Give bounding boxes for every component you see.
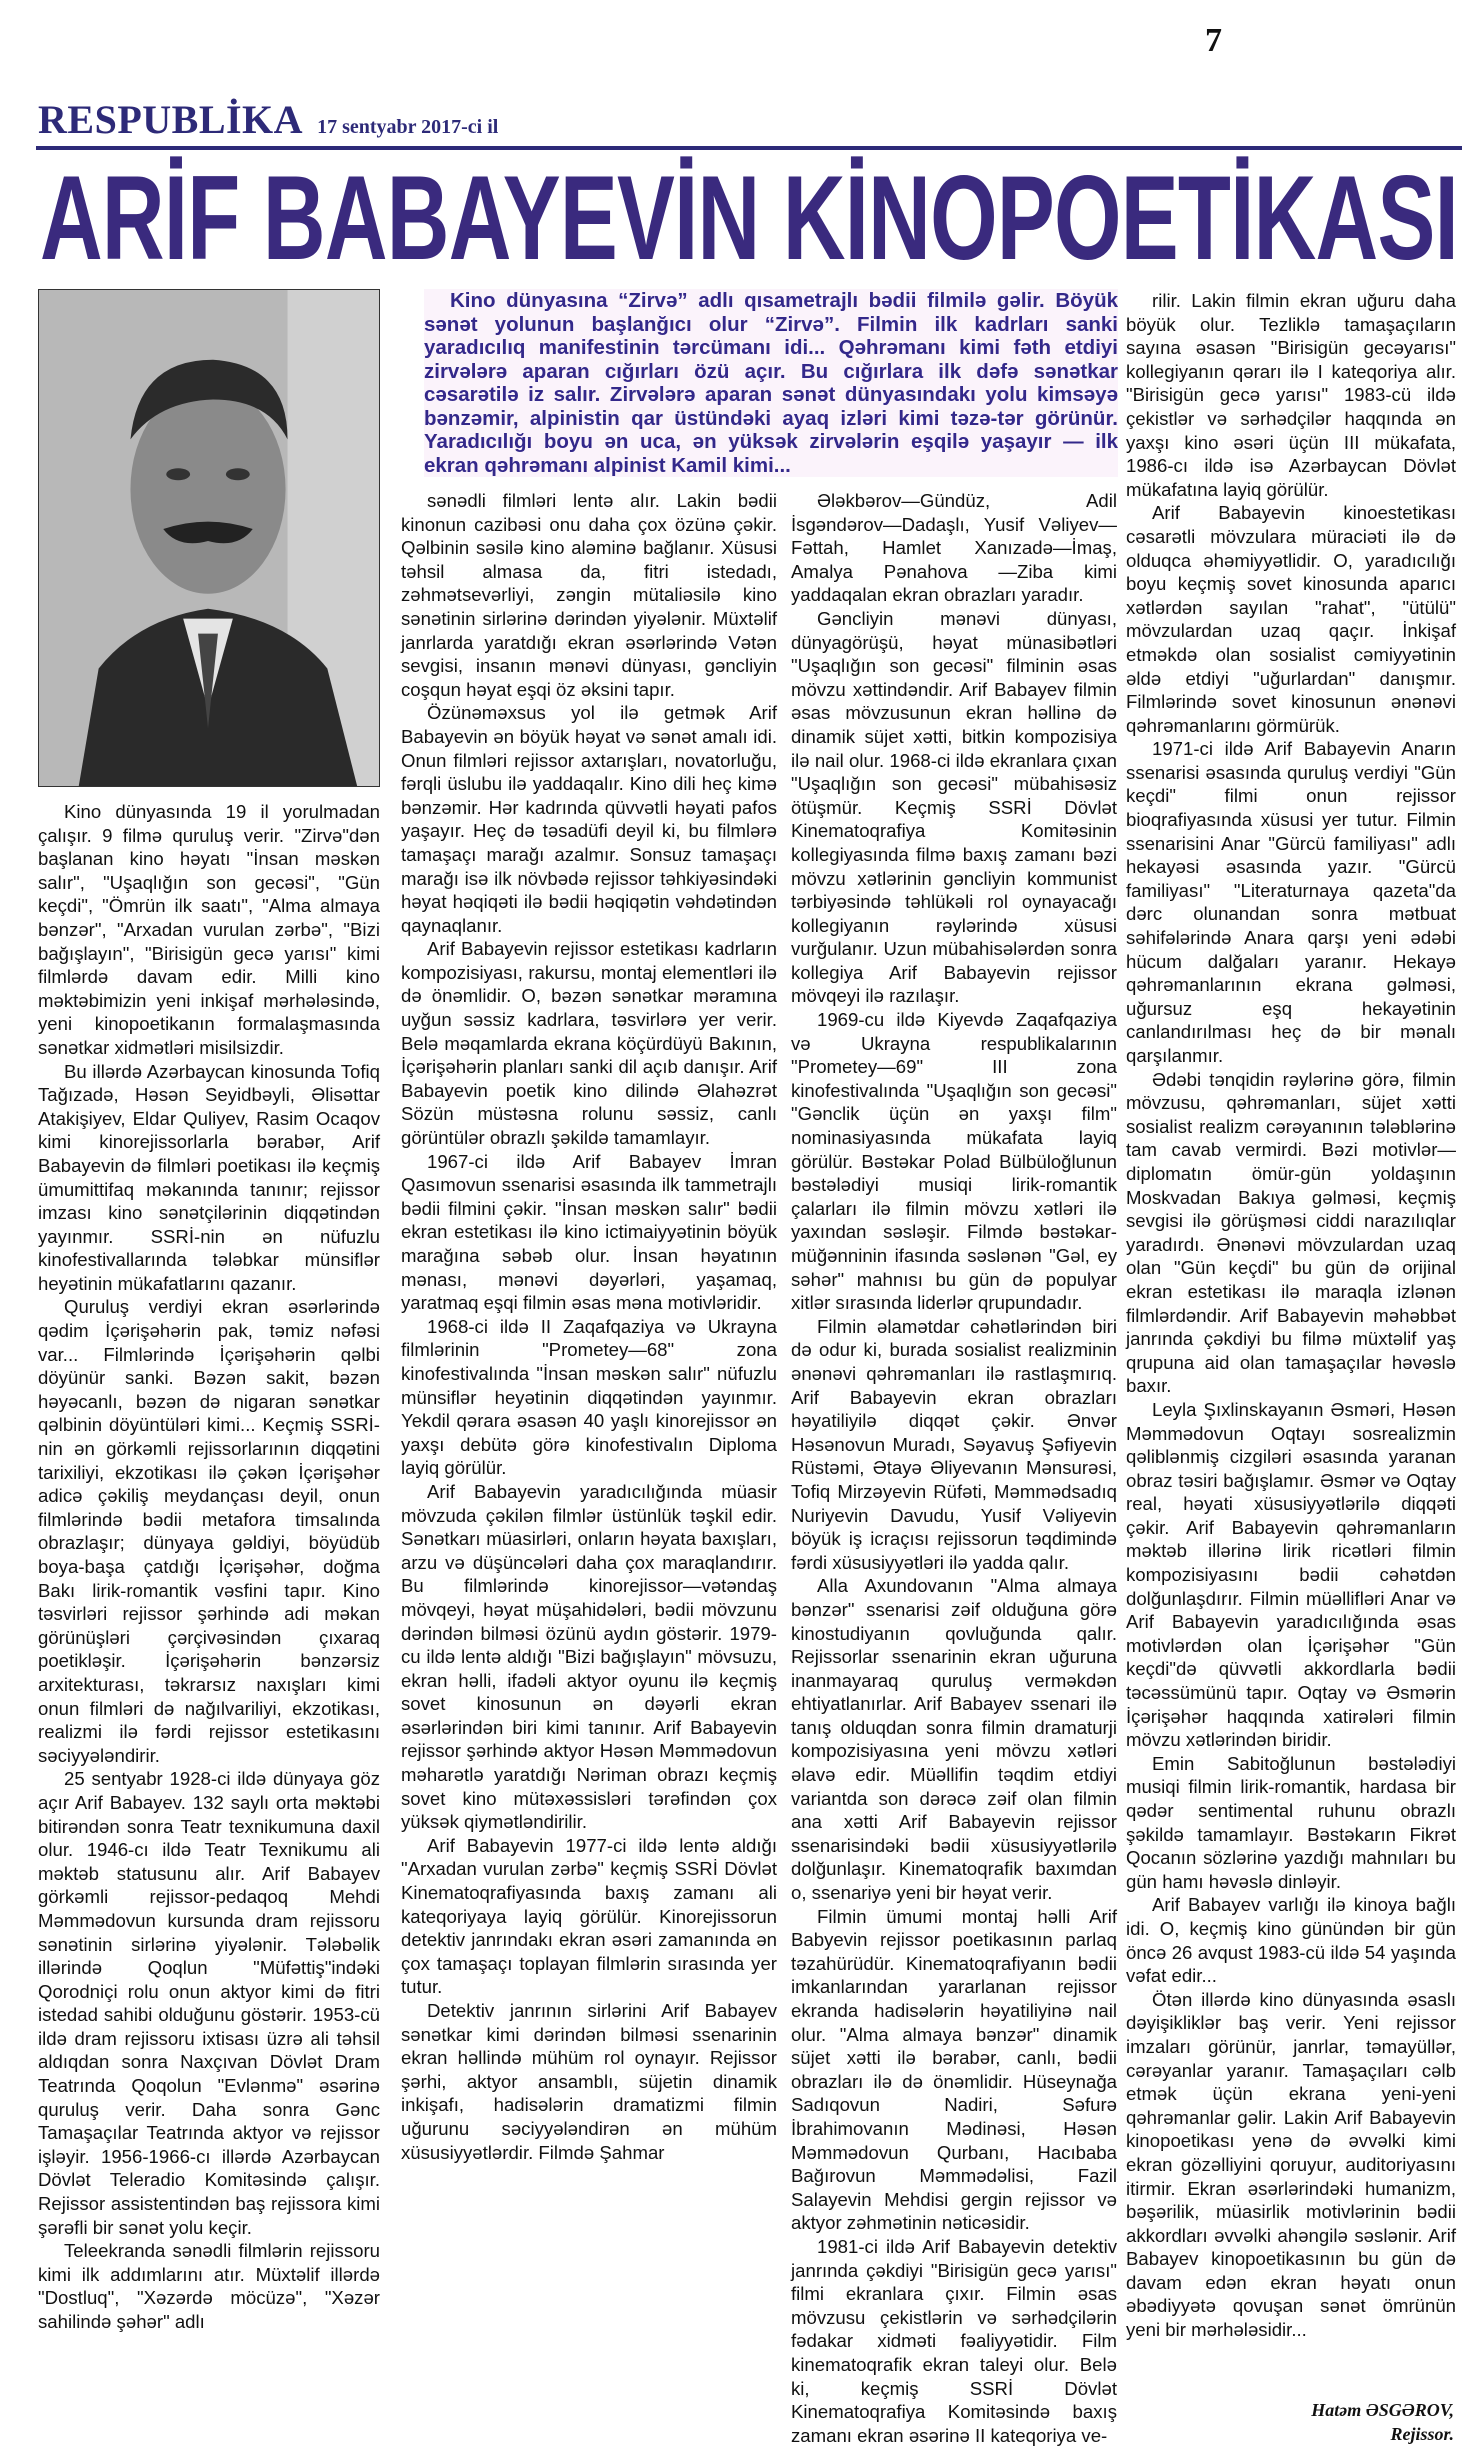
- article-paragraph: Teleekranda sənədli filmlərin rejissoru kimi ilk addımlarını atır. Müxtəlif illərdə "Dostluq", "Xəzərdə möcüzə", "Xəzər sahilində şəhər" adlı: [38, 2240, 380, 2332]
- article-paragraph: Ədəbi tənqidin rəylərinə görə, filmin mövzusu, qəhrəmanları, süjet xətti sosialist realizm cərəyanının tələblərinə tam cavab vermirdi. Bəzi motivlər—diplomatın ömür-gün yoldaşının Moskvadan Bakıya gəlməsi, keçmiş sevgisi ilə görüşməsi ciddi narazılıqlar yaradırdı. Ənənəvi mövzulardan uzaq olan "Gün keçdi" bu gün də orijinal ekran estetikası ilə maraqla izlənən filmlərdəndir. Arif Babayevin məhəbbət janrında çəkdiyi bu filmə müxtəlif yaş qrupuna aid olan tamaşaçılar həvəslə baxır.: [1126, 1068, 1456, 1397]
- article-column-1: [38, 800, 380, 2334]
- newspaper-logo: RESPUBLİKA: [38, 97, 304, 142]
- article-paragraph: 25 sentyabr 1928-ci ildə dünyaya göz açır Arif Babayev. 132 saylı orta məktəbi bitirəndən sonra Teatr texnikumuna daxil olur. 1946-cı ildə Teatr Texnikumu ali məktəb statusunu alır. Arif Babayev görkəmli rejissor-pedaqoq Mehdi Məmmədovun kursunda dram rejissoru sənətinin sirlərinə yiyələnir. Tələbəlik illərində Qoqlun "Müfəttiş"indəki Qorodniçi rolu onun aktyor kimi də fitri istedad sahibi olduğunu göstərir. 1953-cü ildə dram rejissoru ixtisası üzrə ali təhsil aldıqdan sonra Naxçıvan Dövlət Dram Teatrında Qoqolun "Evlənmə" əsərinə quruluş verir. Daha sonra Gənc Tamaşaçılar Teatrında aktyor və rejissor işləyir. 1956-1966-cı illərdə Azərbaycan Dövlət Teleradio Komitəsində çalışır. Rejissor assistentindən baş rejissora kimi şərəfli bir sənət yolu keçir.: [38, 1768, 380, 2238]
- article-paragraph: Ələkbərov—Gündüz, Adil İsgəndərov—Dadaşlı, Yusif Vəliyev—Fəttah, Hamlet Xanızadə—İmaş, Amalya Pənahova —Ziba kimi yaddaqalan ekran obrazları yaradır.: [791, 490, 1117, 606]
- article-paragraph: Leyla Şıxlinskayanın Əsməri, Həsən Məmmədovun Oqtayı sosrealizmin qəliblənmiş cizgiləri əsasında yaranan obraz təsiri bağışlamır. Əsmər və Oqtay real, həyati xüsusiyyətlərilə diqqəti çəkir. Arif Babayevin qəhrəmanların məktəb illərinə lirik ricətləri filmin kompozisiyasını bədii cəhətdən dolğunlaşdırır. Filmin müəllifləri Anar və Arif Babayevin yaradıcılığında əsas motivlərdən olan İçərişəhər "Gün keçdi"də qüvvətli akkordlarla bədii təcəssümünü tapır. Oqtay və Əsmərin İçərişəhər haqqında xatirələri filmin mövzu xətlərindən biridir.: [1126, 1398, 1456, 1751]
- author-signature: [1311, 2398, 1454, 2446]
- masthead-divider: [36, 146, 1462, 150]
- headline-container: [40, 151, 1462, 285]
- article-paragraph: 1981-ci ildə Arif Babayevin detektiv janrında çəkdiyi "Birisigün gecə yarısı" filmi ekranlara çıxır. Filmin əsas mövzusu çekistlərin və sərhədçilərin fədakar xidməti fəaliyyətidir. Film kinematoqrafik ekran taleyi olur. Belə ki, keçmiş SSRİ Dövlət Kinematoqrafiya Komitəsində baxış zamanı ekran əsərinə II kateqoriya ve-: [791, 2235, 1117, 2446]
- article-paragraph: Gəncliyin mənəvi dünyası, dünyagörüşü, həyat münasibətləri "Uşaqlığın son gecəsi" filminin əsas mövzu xəttindəndir. Arif Babayev filmin əsas mövzusunun ekran həllinə də dinamik süjet xətti, bitkin kompozisiya ilə nail olur. 1968-ci ildə ekranlara çıxan "Uşaqlığın son gecəsi" mübahisəsiz ötüşmür. Keçmiş SSRİ Dövlət Kinematoqrafiya Komitəsinin kollegiyasında filmə baxış zamanı bəzi mövzu xətlərinin gəncliyin kommunist tərbiyəsində təhlükəli rol oynayacağı kollegiyanın rəylərində xüsusi vurğulanır. Uzun mübahisələrdən sonra kollegiya Arif Babayevin rejissor mövqeyi ilə razılaşır.: [791, 607, 1117, 1007]
- article-paragraph: Quruluş verdiyi ekran əsərlərində qədim İçərişəhərin pak, təmiz nəfəsi var... Filmlərində İçərişəhərin qəlbi döyünür sanki. Bəzən sakit, bəzən həyəcanlı, bəzən də nigaran sənətkar qəlbinin döyüntüləri kimi... Keçmiş SSRİ-nin ən görkəmli rejissorlarının diqqətini tarixiliyi, ekzotikası ilə çəkən İçərişəhər adicə çəkiliş meydançası deyil, onun filmlərində bədii metafora timsalında obrazlaşır; dünyaya gəldiyi, böyüdüb boya-başa çatdığı İçərişəhər, doğma Bakı lirik-romantik vəsfini tapır. Kino təsvirləri rejissor şərhində adi məkan görünüşləri çərçivəsindən çıxaraq poetikləşir. İçərişəhərin bənzərsiz arxitekturası, təkrarsız naxışları kimi onun filmləri də nağılvariliyi, ekzotikası, realizmi ilə fərdi rejissor estetikasını səciyyələndirir.: [38, 1296, 380, 1766]
- author-role: Rejissor.: [1390, 2424, 1454, 2444]
- article-paragraph: Bu illərdə Azərbaycan kinosunda Tofiq Tağızadə, Həsən Seyidbəyli, Əlisəttar Atakişiyev, Eldar Quliyev, Rasim Ocaqov kimi kinorejissorlarla bərabər, Arif Babayevin də filmləri poetikası ilə keçmiş ümumittifaq məkanında tanınır; rejissor imzası kino sənətçilərinin diqqətindən yayınmır. SSRİ-nin ən nüfuzlu kinofestivallarında tələbkar münsiflər heyətinin mükafatlarını qazanır.: [38, 1060, 380, 1294]
- issue-date: 17 sentyabr 2017-ci il: [317, 116, 499, 138]
- article-paragraph: Filmin ümumi montaj həlli Arif Babyevin rejissor poetikasının parlaq təzahürüdür. Kinematoqrafiyanın bədii imkanlarından yararlanan rejissor ekranda hadisələrin həyatiliyinə nail olur. "Alma almaya bənzər" dinamik süjet xətti ilə bərabər, canlı, bədii obrazları ilə də önəmlidir. Hüseynağa Sadıqovun Nadiri, Səfurə İbrahimovanın Mədinəsi, Həsən Məmmədovun Qurbanı, Hacıbaba Bağırovun Məmmədəlisi, Fazil Salayevin Mehdisi gergin rejissor və aktyor zəhmətinin nəticəsidir.: [791, 1905, 1117, 2234]
- page-number: 7: [1205, 22, 1222, 59]
- article-paragraph: sənədli filmləri lentə alır. Lakin bədii kinonun cazibəsi onu daha çox özünə çəkir. Qəlbinin səsilə kino aləminə bağlanır. Xüsusi təhsil almasa da, fitri istedadı, zəhmətsevərliyi, zəngin mütaliəsilə kino sənətinin sirlərinə dərindən yiyələnir. Müxtəlif janrlarda yaratdığı ekran əsərlərində Vətən sevgisi, insanın mənəvi dünyası, gəncliyin coşqun həyat eşqi öz əksini tapır.: [401, 490, 777, 700]
- lead-text: Kino dünyasına “Zirvə” adlı qısametrajlı bədii filmilə gəlir. Böyük sənət yolunun başlanğıcı olur “Zirvə”. Filmin ilk kadrları sanki yaradıcılıq manifestinin tərcümanı idi... Qəhrəmanı kimi fəth etdiyi zirvələrə aparan cığırları özü açır. Bu cığırlara ilk dəfə sənətkar cəsarətilə iz salır. Zirvələrə aparan sənət dünyasındakı yolu kimsəyə bənzəmir, alpinistin qar üstündəki ayaq izləri kimi təzə-tər görünür. Yaradıcılığı boyu ən uca, ən yüksək zirvələrin eşqilə yaşayır — ilk ekran qəhrəmanı alpinist Kamil kimi...: [424, 289, 1118, 477]
- article-paragraph: 1971-ci ildə Arif Babayevin Anarın ssenarisi əsasında quruluş verdiyi "Gün keçdi" filmi onun rejissor bioqrafiyasında xüsusi yer tutur. Filmin ssenarisini Anar "Gürcü familiyası" adlı hekayəsi əsasında yazır. "Gürcü familiyası" "Literaturnaya qazeta"da dərc olunandan sonra mətbuat səhifələrində Anara qarşı yeni ədəbi hücum dalğaları yaranır. Hekayə qəhrəmanlarının ekrana gəlməsi, uğursuz eşq hekayətinin canlandırılması heç də bir mənalı qarşılanmır.: [1126, 738, 1456, 1066]
- article-paragraph: Arif Babayevin kinoestetikası cəsarətli mövzulara müraciəti ilə də olduqca əhəmiyyətlidir. O, yaradıcılığı boyu keçmiş sovet kinosunda aparıcı xətlərdən sayılan "rahat", "ütülü" mövzulardan uzaq qaçır. İnkişaf etməkdə olan sosialist cəmiyyətinin əldə etdiyi "uğurlardan" danışmır. Filmlərində sovet kinosunun ənənəvi qəhrəmanlarını görmürük.: [1126, 502, 1456, 736]
- article-paragraph: Alla Axundovanın "Alma almaya bənzər" ssenarisi zəif olduğuna görə kinostudiyanın qovluğunda qalır. Rejissorlar ssenarinin ekran uğuruna inanmayaraq quruluş verməkdən ehtiyatlanırlar. Arif Babayev ssenari ilə tanış olduqdan sonra filmin dramaturji kompozisiyasına yeni mövzu xətləri əlavə edir. Müəllifin təqdim etdiyi variantda son dərəcə zəif olan filmin ana xətti Arif Babayevin rejissor ssenarisindəki bədii xüsusiyyətlərilə dolğunlaşır. Kinematoqrafik baxımdan o, ssenariyə yeni bir həyat verir.: [791, 1575, 1117, 1904]
- article-paragraph: Detektiv janrının sirlərini Arif Babayev sənətkar kimi dərindən bilməsi ssenarinin ekran həllində mühüm rol oynayır. Rejissor şərhi, aktyor ansamblı, süjetin dinamik inkişafı, hadisələrin dramatizmi filmin uğurunu səciyyələndirən ən mühüm xüsusiyyətlərdir. Filmdə Şahmar: [401, 2000, 777, 2163]
- article-column-3: [791, 489, 1117, 2447]
- author-name: Hatəm ƏSGƏROV,: [1311, 2400, 1454, 2420]
- headline: ARİF BABAYEVİN KİNOPOETİKASI: [40, 151, 1458, 285]
- article-paragraph: 1968-ci ildə II Zaqafqaziya və Ukrayna filmlərinin "Prometey—68" zona kinofestivalında "İnsan məskən salır" nüfuzlu münsiflər heyətinin diqqətindən yayınmır. Yekdil qərara əsasən 40 yaşlı kinorejissor ən yaxşı debütə görə kinofestivalın Diploma layiq görülür.: [401, 1315, 777, 1479]
- portrait-image-icon: [39, 290, 379, 786]
- article-paragraph: 1969-cu ildə Kiyevdə Zaqafqaziya və Ukrayna respublikalarının "Prometey—69" III zona kinofestivalında "Uşaqlığın son gecəsi" "Gənclik üçün ən yaxşı film" nominasiyasında mükafata layiq görülür. Bəstəkar Polad Bülbüloğlunun bəstələdiyi musiqi lirik-romantik çalarları ilə filmin mövzu xətləri ilə yaxından səsləşir. Filmdə bəstəkar-müğənninin ifasında səslənən "Gəl, ey səhər" mahnısı bu gün də populyar xitlər sırasında liderlər qrupundadır.: [791, 1009, 1117, 1314]
- article-paragraph: Arif Babayevin yaradıcılığında müasir mövzuda çəkilən filmlər üstünlük təşkil edir. Sənətkarı müasirləri, onların həyata baxışları, arzu və düşüncələri daha çox maraqlandırır. Bu filmlərində kinorejissor—vətəndaş mövqeyi, həyat müşahidələri, bədii mövzunu dərindən bilməsi özünü aydın göstərir. 1979-cu ildə lentə aldığı "Bizi bağışlayın" mövsuzu, ekran həlli, ifadəli aktyor oyunu ilə keçmiş sovet kinosunun ən dəyərli ekran əsərlərindən biri kimi tanınır. Arif Babayevin rejissor şərhində aktyor Həsən Məmmədovun məharətlə yaratdığı Nəriman obrazı keçmiş sovet kino mütəxəssisləri tərəfindən çox yüksək qiymətləndirilir.: [401, 1480, 777, 1833]
- article-paragraph: 1967-ci ildə Arif Babayev İmran Qasımovun ssenarisi əsasında ilk tammetrajlı bədii filmini çəkir. "İnsan məskən salır" bədii ekran estetikası ilə kino ictimaiyyətinin böyük marağına səbəb olur. İnsan həyatının mənası, mənəvi dəyərləri, yaşamaq, yaratmaq eşqi filmin əsas məna motivləridir.: [401, 1150, 777, 1314]
- article-paragraph: Arif Babayevin 1977-ci ildə lentə aldığı "Arxadan vurulan zərbə" keçmiş SSRİ Dövlət Kinematoqrafiyasında baxış zamanı ali kateqoriyaya layiq görülür. Kinorejissorun detektiv janrındakı ekran əsəri zamanında ən çox tamaşaçı toplayan filmlərin sırasında yer tutur.: [401, 1834, 777, 1998]
- masthead: [38, 96, 498, 143]
- article-paragraph: Kino dünyasında 19 il yorulmadan çalışır. 9 filmə quruluş verir. "Zirvə"dən başlanan kino həyatı "İnsan məskən salır", "Uşaqlığın son gecəsi", "Gün keçdi", "Ömrün ilk saatı", "Alma almaya bənzər", "Arxadan vurulan zərbə", "Bizi bağışlayın", "Birisigün gecə yarısı" kimi filmlərdə davam edir. Milli kino məktəbimizin yeni inkişaf mərhələsində, yeni kinopoetikanın formalaşmasında sənətkar xidmətləri misilsizdir.: [38, 801, 380, 1058]
- article-paragraph: Filmin əlamətdar cəhətlərindən biri də odur ki, burada sosialist realizminin ənənəvi qəhrəmanları ilə rastlaşmırıq. Arif Babayevin ekran obrazları həyatiliyilə diqqət çəkir. Ənvər Həsənovun Muradı, Səyavuş Şəfiyevin Rüstəmi, Ətayə Əliyevanın Mənsurəsi, Tofiq Mirzəyevin Rüfəti, Məmmədsadıq Nuriyevin Davudu, Yusif Vəliyevin böyük iş icraçısı rejissorun təqdimində fərdi xüsusiyyətləri ilə yadda qalır.: [791, 1315, 1117, 1573]
- article-paragraph: rilir. Lakin filmin ekran uğuru daha böyük olur. Tezliklə tamaşaçıların sayına əsasən "Birisigün gecəyarısı" kollegiyanın qərarı ilə I kateqoriya alır. "Birisigün gecə yarısı" 1983-cü ildə çekistlər və sərhədçilər haqqında ən yaxşı kino əsəri üçün III mükafata, 1986-cı ildə isə Azərbaycan Dövlət mükafatına layiq görülür.: [1126, 290, 1456, 500]
- article-column-2: [401, 489, 777, 2164]
- article-paragraph: Ötən illərdə kino dünyasında əsaslı dəyişikliklər baş verir. Yeni rejissor imzaları görünür, janrlar, təmayüllər, cərəyanlar yaranır. Tamaşaçıları cəlb etmək üçün ekrana yeni-yeni qəhrəmanlar gəlir. Lakin Arif Babayevin kinopoetikası yenə də əvvəlki kimi ekran gözəlliyini qoruyur, auditoriyasını itirmir. Ekran əsərlərindəki humanizm, bəşərilik, müasirlik motivlərinin bədii akkordları əvvəlki ahəngilə səslənir. Arif Babayev kinopoetikasının bu gün də davam edən ekran həyatı onun əbədiyyətə qovuşan sənət ömrünün yeni bir mərhələsidir...: [1126, 1988, 1456, 2341]
- article-column-4: [1126, 289, 1456, 2342]
- article-paragraph: Arif Babayevin rejissor estetikası kadrların kompozisiyası, rakursu, montaj elementləri ilə də önəmlidir. O, bəzən sənətkar məramına uyğun səssiz kadrlara, təsvirlərə yer verir. Belə məqamlarda ekrana köçürdüyü Bakının, İçərişəhərin planları sanki dil açıb danışır. Arif Babayevin poetik kino dilində Əlahəzrət Sözün müstəsna rolunu səssiz, canlı görüntülər obrazlı şəkildə tamamlayır.: [401, 938, 777, 1149]
- portrait-photo: [38, 289, 380, 787]
- lead-paragraph: [424, 289, 1118, 477]
- article-paragraph: Özünəməxsus yol ilə getmək Arif Babayevin ən böyük həyat və sənət amalı idi. Onun filmləri rejissor axtarışları, novatorluğu, fərqli üslubu ilə yaddaqalır. Kino dili heç kimə bənzəmir. Hər kadrında qüvvətli həyati pafos yaşayır. Heç də təsadüfi deyil ki, bu filmlərə tamaşaçı marağı azalmır. Sonsuz tamaşaçı marağı isə ilk növbədə rejissor təhkiyəsindəki həyat həqiqəti ilə bədii həqiqətin vəhdətindən qaynaqlanır.: [401, 702, 777, 936]
- article-paragraph: Arif Babayev varlığı ilə kinoya bağlı idi. O, keçmiş kino günündən bir gün öncə 26 avqust 1983-cü ildə 54 yaşında vəfat edir...: [1126, 1894, 1456, 1987]
- article-paragraph: Emin Sabitoğlunun bəstələdiyi musiqi filmin lirik-romantik, hardasa bir qədər sentimental ruhunu obrazlı şəkildə tamamlayır. Bəstəkarın Fikrət Qocanın sözlərinə yazdığı mahnıları bu gün hamı həvəslə dinləyir.: [1126, 1752, 1456, 1892]
